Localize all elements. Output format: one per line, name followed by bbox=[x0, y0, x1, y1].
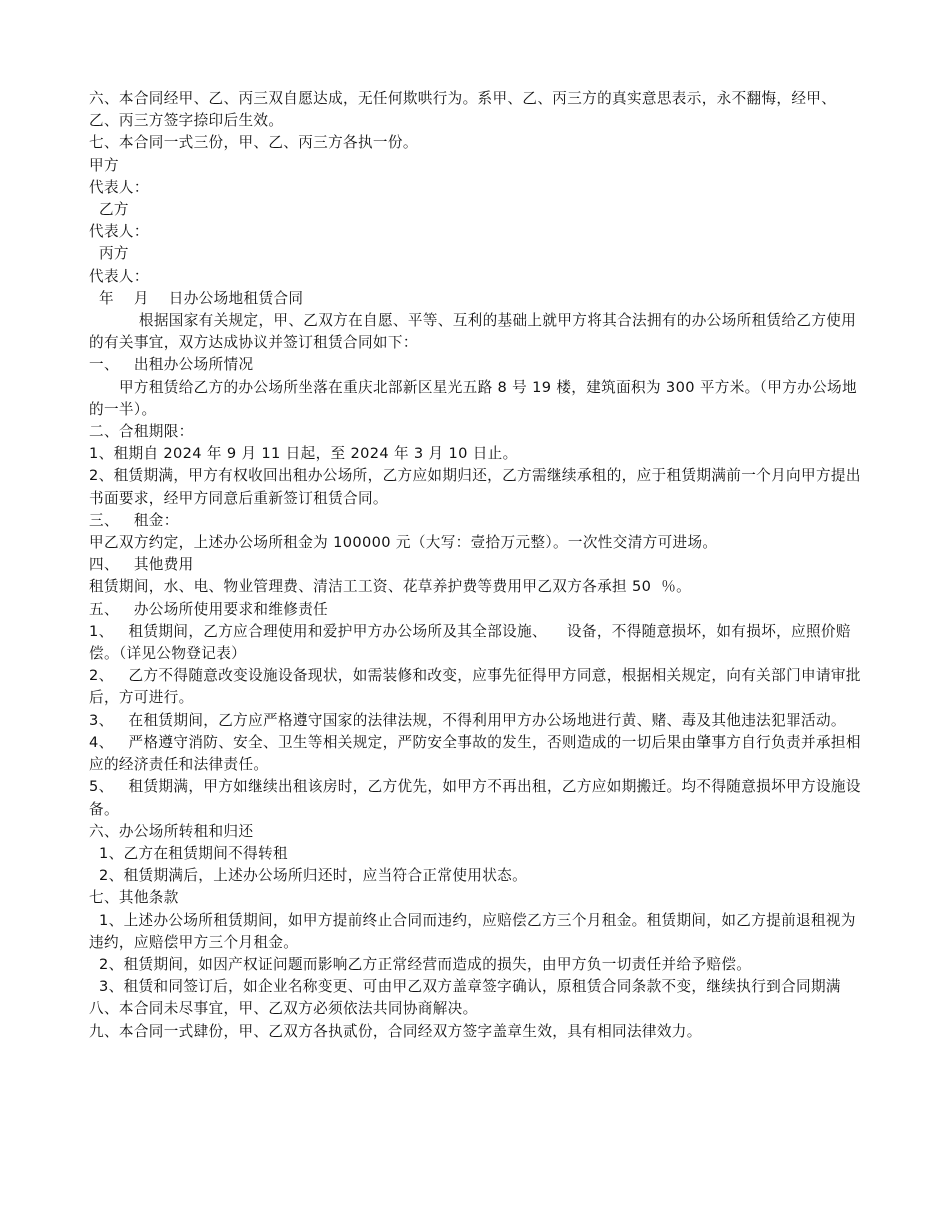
party-a-label: 甲方 bbox=[89, 156, 119, 174]
section-4-fees: 租赁期间，水、电、物业管理费、清洁工工资、花草养护费等费用甲乙双方各承担 50 ％。 bbox=[89, 578, 692, 596]
section-5-item-2: 2、 乙方不得随意改变设施设备现状，如需装修和改变，应事先征得甲方同意，根据相关规定，向有关部门申请审批后，方可进行。 bbox=[89, 667, 861, 707]
date-and-contract-title: 年 月 日办公场地租赁合同 bbox=[89, 289, 304, 307]
section-8: 八、本合同未尽事宜，甲、乙双方必须依法共同协商解决。 bbox=[89, 1000, 478, 1018]
section-6-heading: 六、办公场所转租和归还 bbox=[89, 822, 254, 840]
clause-6-effect: 六、本合同经甲、乙、丙三双自愿达成，无任何欺哄行为。系甲、乙、丙三方的真实意思表示，永不翻悔，经甲、乙、丙三方签字捺印后生效。 bbox=[89, 90, 837, 130]
section-5-item-1: 1、 租赁期间，乙方应合理使用和爱护甲方办公场所及其全部设施、 设备，不得随意损坏，如有损坏，应照价赔偿。（详见公物登记表） bbox=[89, 622, 851, 663]
section-2-item-2: 2、租赁期满，甲方有权收回出租办公场所，乙方应如期归还，乙方需继续承租的，应于租赁期满前一个月向甲方提出书面要求，经甲方同意后重新签订租赁合同。 bbox=[89, 467, 861, 507]
section-2-heading: 二、合租期限： bbox=[89, 423, 194, 441]
section-5-item-3: 3、 在租赁期间，乙方应严格遵守国家的法律法规，不得利用甲方办公场地进行黄、赌、毒及其他违法犯罪活动。 bbox=[89, 711, 846, 729]
party-b-representative: 代表人： bbox=[89, 223, 149, 241]
section-7-heading: 七、其他条款 bbox=[89, 889, 179, 907]
section-6-item-2: 2、租赁期满后，上述办公场所归还时，应当符合正常使用状态。 bbox=[89, 867, 528, 885]
section-3-rent: 甲乙双方约定，上述办公场所租金为 100000 元（大写：壹拾万元整）。一次性交清方可进场。 bbox=[89, 534, 718, 552]
section-4-heading: 四、 其他费用 bbox=[89, 556, 194, 574]
document-body bbox=[89, 88, 864, 1043]
section-7-item-2: 2、租赁期间，如因产权证问题而影响乙方正常经营而造成的损失，由甲方负一切责任并给予赔偿。 bbox=[89, 955, 752, 973]
section-9: 九、本合同一式肆份，甲、乙双方各执贰份，合同经双方签字盖章生效，具有相同法律效力。 bbox=[89, 1022, 702, 1040]
section-5-item-5: 5、 租赁期满，甲方如继续出租该房时，乙方优先，如甲方不再出租，乙方应如期搬迁。均不得随意损坏甲方设施设备。 bbox=[89, 778, 861, 818]
contract-preamble: 根据国家有关规定，甲、乙双方在自愿、平等、互利的基础上就甲方将其合法拥有的办公场所租赁给乙方使用的有关事宜，双方达成协议并签订租赁合同如下： bbox=[89, 312, 857, 352]
section-6-item-1: 1、乙方在租赁期间不得转租 bbox=[89, 844, 288, 862]
party-a-representative: 代表人： bbox=[89, 178, 149, 196]
section-2-item-1: 1、租期自 2024 年 9 月 11 日起，至 2024 年 3 月 10 日止。 bbox=[89, 445, 518, 463]
clause-7-copies: 七、本合同一式三份，甲、乙、丙三方各执一份。 bbox=[89, 134, 418, 152]
section-5-item-4: 4、 严格遵守消防、安全、卫生等相关规定，严防安全事故的发生，否则造成的一切后果由肇事方自行负责并承担相应的经济责任和法律责任。 bbox=[89, 733, 861, 774]
section-7-item-1: 1、上述办公场所租赁期间，如甲方提前终止合同而违约，应赔偿乙方三个月租金。租赁期间，如乙方提前退租视为违约，应赔偿甲方三个月租金。 bbox=[89, 911, 856, 951]
party-c-representative: 代表人： bbox=[89, 267, 149, 285]
section-7-item-3: 3、租赁和同签订后，如企业名称变更、可由甲乙双方盖章签字确认，原租赁合同条款不变，继续执行到合同期满 bbox=[89, 978, 841, 996]
party-b-label: 乙方 bbox=[89, 201, 129, 219]
section-3-heading: 三、 租金： bbox=[89, 511, 179, 529]
party-c-label: 丙方 bbox=[89, 245, 129, 263]
section-1-premises: 甲方租赁给乙方的办公场所坐落在重庆北部新区星光五路 8 号 19 楼，建筑面积为 300 平方米。（甲方办公场地的一半）。 bbox=[89, 378, 857, 418]
section-5-heading: 五、 办公场所使用要求和维修责任 bbox=[89, 600, 329, 618]
section-1-heading: 一、 出租办公场所情况 bbox=[89, 356, 254, 374]
